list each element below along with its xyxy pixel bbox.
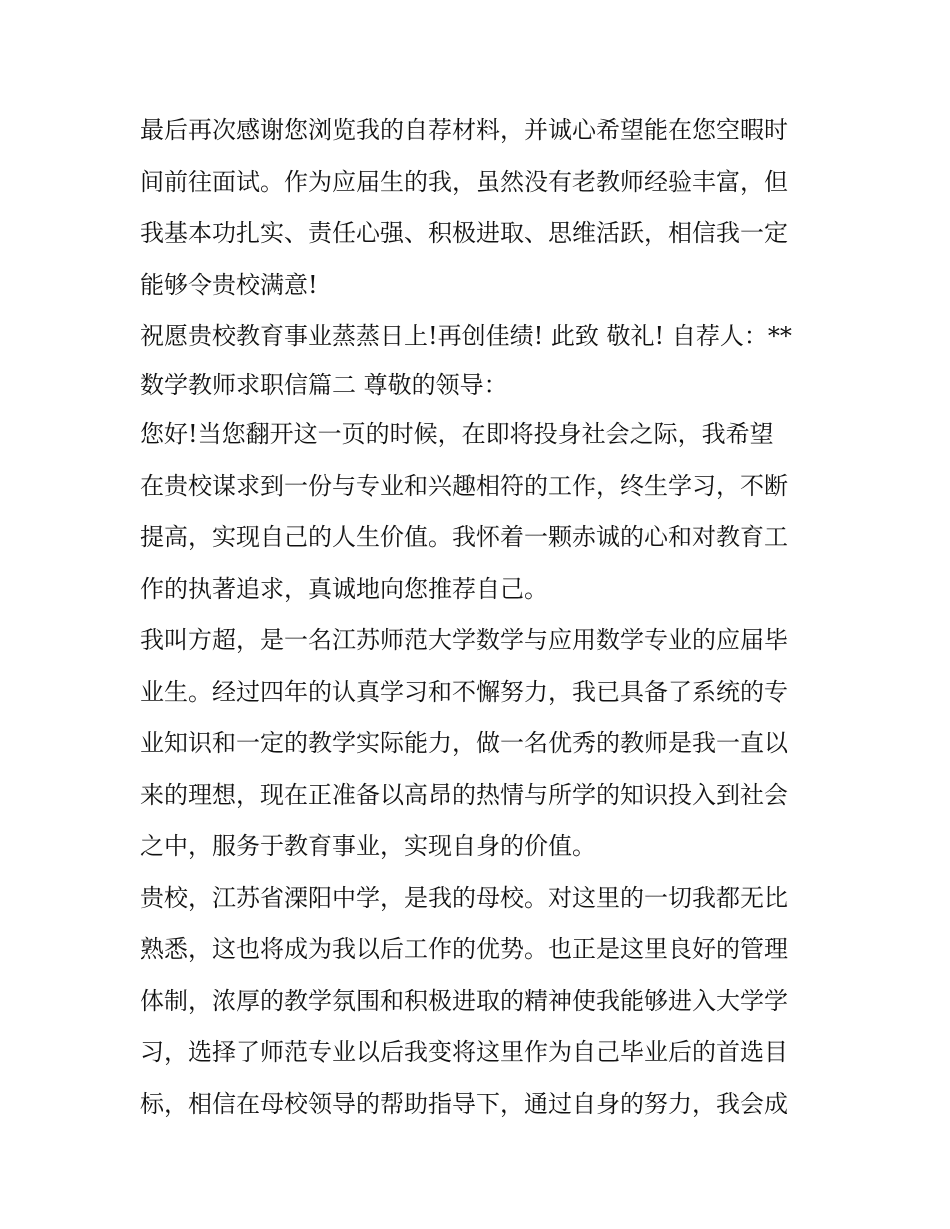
text-line: 我基本功扎实、责任心强、积极进取、思维活跃，相信我一定 [140,219,788,247]
text-line: 在贵校谋求到一份与专业和兴趣相符的工作，终生学习，不断 [140,471,788,500]
text-line: 贵校，江苏省溧阳中学，是我的母校。对这里的一切我都无比 [140,883,788,912]
text-line: 数学教师求职信篇二 尊敬的领导： [140,371,508,399]
text-line: 来的理想，现在正准备以高昂的热情与所学的知识投入到社会 [140,780,788,809]
text-line: 最后再次感谢您浏览我的自荐材料，并诚心希望能在您空暇时 [140,116,788,144]
text-line: 祝愿贵校教育事业蒸蒸日上!再创佳绩! 此致 敬礼! 自荐人：** [140,322,792,350]
text-line: 作的执著追求，真诚地向您推荐自己。 [140,574,548,603]
text-line: 体制，浓厚的教学氛围和积极进取的精神使我能够进入大学学 [140,986,788,1015]
document-body [140,108,820,1133]
text-line: 业知识和一定的教学实际能力，做一名优秀的教师是我一直以 [140,729,788,757]
text-line: 您好!当您翻开这一页的时候，在即将投身社会之际，我希望 [140,420,774,448]
text-line: 我叫方超，是一名江苏师范大学数学与应用数学专业的应届毕 [140,626,788,654]
text-line: 标，相信在母校领导的帮助指导下，通过自身的努力，我会成 [140,1089,788,1118]
text-line: 提高，实现自己的人生价值。我怀着一颗赤诚的心和对教育工 [140,523,788,551]
text-line: 业生。经过四年的认真学习和不懈努力，我已具备了系统的专 [140,677,788,706]
text-line: 习，选择了师范专业以后我变将这里作为自己毕业后的首选目 [140,1038,788,1066]
text-line: 能够令贵校满意! [140,270,318,299]
text-line: 间前往面试。作为应届生的我，虽然没有老教师经验丰富，但 [140,167,788,196]
text-line: 熟悉，这也将成为我以后工作的优势。也正是这里良好的管理 [140,935,788,963]
text-line: 之中，服务于教育事业，实现自身的价值。 [140,832,596,860]
